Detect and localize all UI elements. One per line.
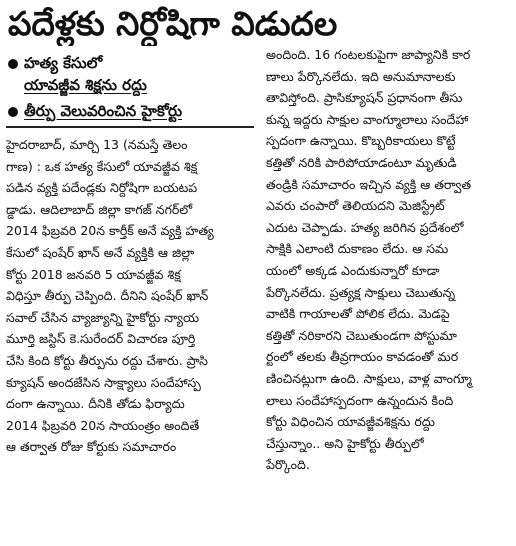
subhead-1-line-1: హత్య కేసులో: [24, 54, 103, 72]
left-column: [6, 48, 254, 476]
body-line: దంగా ఉన్నాయి. దీనికి తోడు ఫిర్యాదు: [6, 396, 185, 412]
headline: పదేళ్లకు నిర్దోషిగా విడుదల: [8, 4, 338, 43]
body-line: ఆ తర్వాత రోజు కోర్టుకు సమాచారం: [6, 439, 177, 455]
body-line: సాక్షికి ఎలాంటి దుకాణం లేదు. ఆ సమ: [266, 241, 449, 257]
bullet-icon: [8, 59, 18, 69]
body-line: పేర్కొంది.: [266, 457, 310, 473]
left-body: [6, 134, 254, 458]
body-line: ఎవరు చంపారో తెలియదని మెజిస్ట్రేట్: [266, 198, 445, 214]
body-line: చేస్తున్నాం.. అని హైకోర్టు తీర్పులో: [266, 435, 424, 451]
body-line: 2014 ఫిబ్రవరి 20న సాయంత్రం అందితే: [6, 417, 200, 433]
body-line: యంలో అక్కడ ఎందుకున్నారో కూడా: [266, 262, 440, 278]
subhead-1-line-2: యావజ్జీవ శిక్షను రద్దు: [24, 76, 147, 94]
subhead-2: [6, 100, 254, 122]
body-line: స్పదంగా ఉన్నాయి. కొబ్బరికాయలు కొట్టే: [266, 133, 456, 149]
body-line: తండ్రికి సమాచారం ఇచ్చిన వ్యక్తి ఆ తర్వాత: [266, 176, 472, 192]
body-line: ణాలు పేర్కొనలేదు. ఇది అనుమానాలకు: [266, 68, 456, 84]
body-line: మూర్తి జస్టిస్ కె.సురేందర్ విచారణ పూర్తి: [6, 331, 196, 347]
article-columns: [6, 48, 510, 476]
body-line: కత్తితో నరికారని చెబుతుండగా పోస్టుమా: [266, 327, 457, 343]
body-line: కోర్టు విధించిన యావజ్జీవశిక్షను రద్దు: [266, 414, 435, 430]
body-line: చేసి కింది కోర్టు తీర్పును రద్దు చేశారు. ప్రాసి: [6, 352, 208, 368]
body-line: ఎదుట చెప్పాడు. హత్య జరిగిన ప్రదేశంలో: [266, 219, 464, 235]
body-line: సవాల్ చేసిన వ్యాజ్యాన్ని హైకోర్టు న్యాయ: [6, 309, 200, 325]
divider: [6, 126, 254, 128]
body-line: కేసులో షంషేర్ ఖాన్ అనే వ్యక్తికి ఆ జిల్లా: [6, 244, 195, 260]
subhead-1: [6, 52, 254, 96]
subhead-2-line-1: తీర్పు వెలువరించిన హైకోర్టు: [24, 102, 183, 120]
body-line: కోర్టు 2018 జనవరి 5 యావజ్జీవ శిక్ష: [6, 266, 181, 282]
body-line: డ్డాడు. ఆదిలాబాద్ జిల్లా కాగజ్ నగర్‌లో: [6, 201, 193, 217]
body-line: తావిస్తోంది. ప్రాసిక్యూషన్ ప్రధానంగా తీసు: [266, 90, 463, 106]
body-line: హైదరాబాద్, మార్చి 13 (నమస్తే తెలం: [6, 137, 188, 152]
body-line: కున్న ఇద్దరు సాక్షుల వాంగ్మూలాలు సందేహా: [266, 111, 469, 127]
body-line: క్యూషన్ అందజేసిన సాక్ష్యాలు సందేహాస్ప: [6, 374, 201, 390]
body-line: లాలు సందేహాస్పదంగా ఉన్నందున కింది: [266, 392, 454, 408]
body-line: పేర్కొనలేదు. ప్రత్యక్ష సాక్షులు చెబుతున్న: [266, 284, 456, 300]
body-line: ర్టంలో తలకు తీవ్రగాయం కావడంతో మర: [266, 349, 459, 365]
body-line: గాణ) : ఒక హత్య కేసులో యావజ్జీవ శిక్ష: [6, 158, 198, 174]
body-line: వాటికి గాయాలతో పోలిక లేదు. మెడపై: [266, 306, 450, 322]
right-column: [266, 44, 510, 476]
body-line: కత్తితో నరికి పారిపోయాడంటూ మృతుడి: [266, 154, 457, 170]
body-line: విధిస్తూ తీర్పు చెప్పింది. దీనిని షంషేర్ ఖాన్: [6, 288, 209, 304]
body-line: 2014 ఫిబ్రవరి 20న కార్తీక్ అనే వ్యక్తి హత్య: [6, 223, 214, 239]
body-line: ణించినట్లుగా ఉంది. సాక్షులు, వాళ్ల వాంగ్మూ: [266, 370, 472, 386]
body-line: పడిన వ్యక్తి పదేండ్లకు నిర్దోషిగా బయటప: [6, 180, 198, 196]
body-line: అందింది. 16 గంటలకుపైగా జాప్యానికి కార: [266, 47, 471, 62]
bullet-icon: [8, 107, 18, 117]
